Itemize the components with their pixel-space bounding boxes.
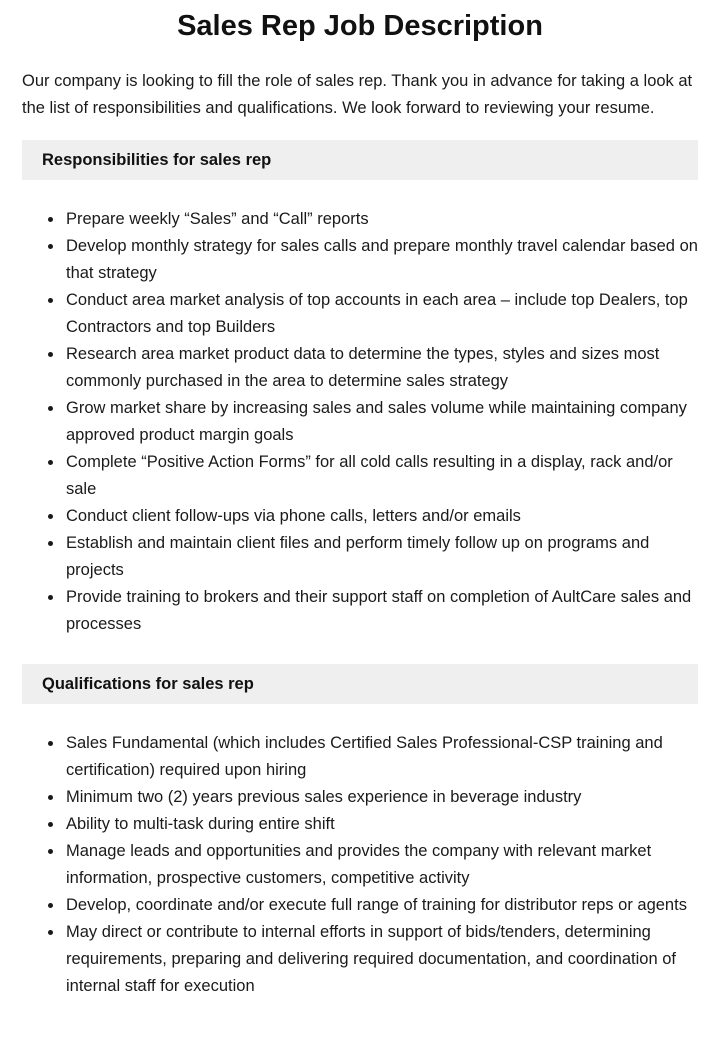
qualifications-section-header — [22, 664, 698, 704]
list-item: • Manage leads and opportunities and provides the company with relevant market information, prospective customers, competitive activity — [64, 838, 698, 892]
list-item: • Develop, coordinate and/or execute full range of training for distributor reps or agents — [64, 892, 698, 919]
responsibilities-list — [22, 206, 698, 638]
responsibilities-section — [22, 140, 698, 638]
list-item: • Provide training to brokers and their support staff on completion of AultCare sales and processes — [64, 584, 698, 638]
list-item: • Ability to multi-task during entire shift — [64, 811, 698, 838]
list-item: • Develop monthly strategy for sales calls and prepare monthly travel calendar based on that strategy — [64, 233, 698, 287]
list-item: • Conduct client follow-ups via phone calls, letters and/or emails — [64, 503, 698, 530]
page-title: Sales Rep Job Description — [177, 10, 543, 42]
qualifications-list — [22, 730, 698, 1000]
qualifications-section — [22, 664, 698, 1000]
list-item: • Establish and maintain client files and perform timely follow up on programs and projects — [64, 530, 698, 584]
qualifications-section-heading: Qualifications for sales rep — [42, 674, 254, 693]
list-item: • Research area market product data to determine the types, styles and sizes most commonly purchased in the area to determine sales strategy — [64, 341, 698, 395]
list-item: • Grow market share by increasing sales and sales volume while maintaining company approved product margin goals — [64, 395, 698, 449]
intro-paragraph: Our company is looking to fill the role of sales rep. Thank you in advance for taking a look at the list of responsibilities and qualifications. We look forward to reviewing your resume. — [22, 72, 693, 117]
list-item: • Sales Fundamental (which includes Certified Sales Professional-CSP training and certification) required upon hiring — [64, 730, 698, 784]
list-item: • May direct or contribute to internal efforts in support of bids/tenders, determining requirements, preparing and delivering required documentation, and coordination of internal staff for execution — [64, 919, 698, 1000]
list-item: • Prepare weekly “Sales” and “Call” reports — [64, 206, 698, 233]
list-item: • Conduct area market analysis of top accounts in each area – include top Dealers, top Contractors and top Builders — [64, 287, 698, 341]
responsibilities-section-header — [22, 140, 698, 180]
list-item: • Complete “Positive Action Forms” for all cold calls resulting in a display, rack and/or sale — [64, 449, 698, 503]
responsibilities-section-heading: Responsibilities for sales rep — [42, 150, 272, 169]
list-item: • Minimum two (2) years previous sales experience in beverage industry — [64, 784, 698, 811]
